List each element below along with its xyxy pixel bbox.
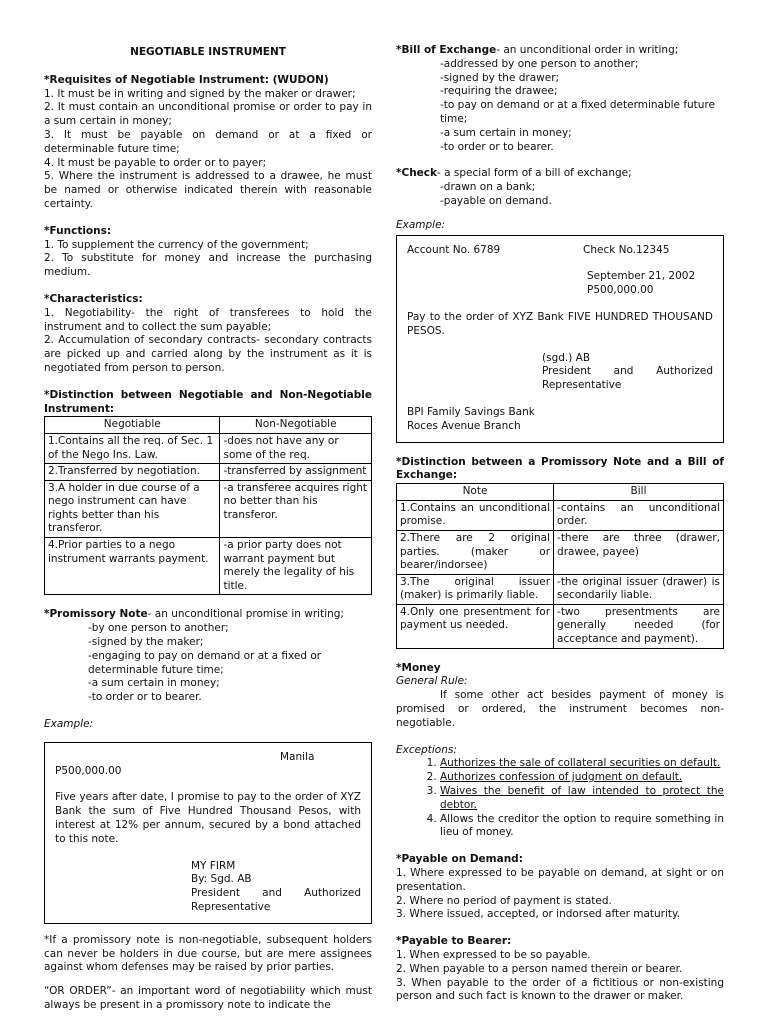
distinction-heading: *Distinction between Negotiable and Non-Negotiable Instrument: xyxy=(44,388,372,415)
non-negotiable-note: *If a promissory note is non-negotiable, subsequent holders can never be holders in due course, but are mere assignees against whom defenses may be raised by prior parties. xyxy=(44,933,372,974)
boe-item: -a sum certain in money; xyxy=(440,126,572,139)
table-cell: -a prior party does not warrant payment but merely the legality of his title. xyxy=(220,538,372,595)
table-cell: 2.Transferred by negotiation. xyxy=(45,464,220,481)
table-row xyxy=(397,530,724,574)
bill-of-exchange-def: - an unconditional order in writing; xyxy=(496,44,679,56)
table-row xyxy=(45,433,372,463)
table-cell: 1.Contains an unconditional promise. xyxy=(397,500,554,530)
money-heading: *Money xyxy=(396,661,441,674)
boe-item: -to order or to bearer. xyxy=(440,140,554,153)
payable-on-demand-heading: *Payable on Demand: xyxy=(396,853,523,866)
account-number: Account No. 6789 xyxy=(407,243,501,256)
table-row xyxy=(397,500,724,530)
exception-item: 4. Allows the creditor the option to require something in lieu of money. xyxy=(440,813,724,841)
signature-line: President and Authorized xyxy=(191,887,361,900)
check-heading: *Check xyxy=(396,167,438,180)
example-place: Manila xyxy=(280,750,315,763)
table-cell: -a transferee acquires right no better than his transferor. xyxy=(220,480,372,537)
pn-item: -signed by the maker; xyxy=(88,636,204,649)
bill-of-exchange-heading: *Bill of Exchange xyxy=(396,44,497,56)
table-header: Non-Negotiable xyxy=(220,417,372,434)
check-signature xyxy=(407,352,713,393)
exception-item: 1. Authorizes the sale of collateral securities on default. xyxy=(440,757,724,771)
note-bill-distinction-heading: *Distinction between a Promissory Note and a Bill of Exchange: xyxy=(396,455,724,482)
check-body: Pay to the order of XYZ Bank FIVE HUNDRED THOUSAND PESOS. xyxy=(407,310,713,337)
payable-to-bearer-heading: *Payable to Bearer: xyxy=(396,935,512,948)
example-signature xyxy=(55,860,361,915)
table-cell: -two presentments are generally needed (for acceptance and payment). xyxy=(554,604,724,648)
requisite-item: 2. It must contain an unconditional promise or order to pay in a sum certain in money; xyxy=(44,101,372,128)
functions-heading: *Functions: xyxy=(44,224,112,237)
table-row xyxy=(397,574,724,604)
bearer-item: 2. When payable to a person named therein or bearer. xyxy=(396,962,683,975)
example-body: Five years after date, I promise to pay to the order of XYZ Bank the sum of Five Hundred Thousand Pesos, with interest at 12% per annum, secured by a bond attached to this note. xyxy=(55,791,361,845)
example-amount: P500,000.00 xyxy=(55,764,122,777)
table-cell: 3.A holder in due course of a nego instrument can have rights better than his transferor. xyxy=(45,480,220,537)
exception-item: 2. Authorizes confession of judgment on default. xyxy=(440,771,724,785)
check-item: -drawn on a bank; xyxy=(440,181,536,194)
signature-line: By: Sgd. AB xyxy=(191,873,252,886)
or-order-note: “OR ORDER”- an important word of negotiability which must always be present in a promissory note to indicate the xyxy=(44,985,372,1011)
demand-item: 1. Where expressed to be payable on demand, at sight or on presentation. xyxy=(396,867,724,893)
table-header: Note xyxy=(397,484,554,501)
table-row xyxy=(45,464,372,481)
bank-branch: Roces Avenue Branch xyxy=(407,419,521,432)
table-row xyxy=(45,538,372,595)
signature-line: President and Authorized xyxy=(542,365,713,378)
check-item: -payable on demand. xyxy=(440,194,552,207)
table-row xyxy=(397,604,724,648)
demand-item: 3. Where issued, accepted, or indorsed after maturity. xyxy=(396,908,681,921)
table-cell: -the original issuer (drawer) is secondarily liable. xyxy=(554,574,724,604)
characteristics-heading: *Characteristics: xyxy=(44,292,143,305)
table-cell: -contains an unconditional order. xyxy=(554,500,724,530)
pn-item: -by one person to another; xyxy=(88,622,229,635)
requisite-item: 3. It must be payable on demand or at a fixed or determinable future time; xyxy=(44,128,372,155)
table-cell: -transferred by assignment xyxy=(220,464,372,481)
promissory-note-example-box xyxy=(44,742,372,924)
promissory-note-heading: *Promissory Note xyxy=(44,608,148,621)
example-label: Example: xyxy=(44,718,94,731)
function-item: 2. To substitute for money and increase the purchasing medium. xyxy=(44,252,372,279)
boe-item: -signed by the drawer; xyxy=(440,71,560,84)
pn-item: -to order or to bearer. xyxy=(88,691,202,704)
signature-line: MY FIRM xyxy=(191,859,236,872)
bearer-item: 1. When expressed to be so payable. xyxy=(396,949,591,961)
boe-item: -to pay on demand or at a fixed determinable future time; xyxy=(440,99,716,125)
signature-line: Representative xyxy=(191,901,271,913)
requisite-item: 4. It must be payable to order or to payer; xyxy=(44,156,267,169)
boe-item: -addressed by one person to another; xyxy=(440,57,639,70)
table-cell: -there are three (drawer, drawee, payee) xyxy=(554,530,724,574)
exception-item: 3. Waives the benefit of law intended to protect the debtor. xyxy=(440,785,724,813)
pn-item: -engaging to pay on demand or at a fixed or determinable future time; xyxy=(88,649,322,676)
check-date: September 21, 2002 xyxy=(587,270,696,283)
bill-of-exchange-definition xyxy=(396,44,724,58)
left-column xyxy=(44,0,372,1013)
negotiable-distinction-table xyxy=(44,416,372,595)
bank-name: BPI Family Savings Bank xyxy=(407,405,535,418)
general-rule-text: If some other act besides payment of money is promised or ordered, the instrument becomes non-negotiable. xyxy=(396,689,724,729)
right-column xyxy=(396,44,724,1004)
requisite-item: 1. It must be in writing and signed by the maker or drawer; xyxy=(44,87,356,100)
check-header-row xyxy=(407,244,713,258)
general-rule-label: General Rule: xyxy=(396,675,468,688)
check-items xyxy=(396,181,724,209)
characteristic-item: 1. Negotiability- the right of transferees to hold the instrument and to collect the sum payable; xyxy=(44,306,372,333)
pn-item: -a sum certain in money; xyxy=(88,677,220,690)
table-header: Bill xyxy=(554,484,724,501)
check-example-box xyxy=(396,235,724,443)
promissory-note-definition xyxy=(44,608,372,622)
requisites-heading: *Requisites of Negotiable Instrument: (WUDON) xyxy=(44,73,329,86)
requisites-list xyxy=(44,88,372,212)
bearer-item: 3. When payable to the order of a fictitious or non-existing person and such fact is known to the drawer or maker. xyxy=(396,976,724,1003)
check-def: - a special form of a bill of exchange; xyxy=(437,167,632,180)
characteristic-item: 2. Accumulation of secondary contracts- secondary contracts are picked up and carried along by the instrument as it is negotiated from person to person. xyxy=(44,334,372,374)
boe-item: -requiring the drawee; xyxy=(440,85,558,98)
promissory-note-items xyxy=(44,622,372,705)
demand-item: 2. Where no period of payment is stated. xyxy=(396,894,612,907)
bill-of-exchange-items xyxy=(396,58,724,155)
check-amount: P500,000.00 xyxy=(587,284,654,297)
table-cell: 4.Prior parties to a nego instrument warrants payment. xyxy=(45,538,220,595)
exceptions-list xyxy=(396,757,724,840)
table-cell: 2.There are 2 original parties. (maker or bearer/indorsee) xyxy=(397,530,554,574)
table-cell: 3.The original issuer (maker) is primarily liable. xyxy=(397,574,554,604)
check-definition xyxy=(396,167,724,181)
table-row xyxy=(45,480,372,537)
exceptions-label: Exceptions: xyxy=(396,743,457,756)
check-number: Check No.12345 xyxy=(583,243,670,256)
requisite-item: 5. Where the instrument is addressed to a drawee, he must be named or otherwise indicated therein with reasonable certainty. xyxy=(44,170,372,210)
page-title: NEGOTIABLE INSTRUMENT xyxy=(130,46,286,58)
table-header: Negotiable xyxy=(45,417,220,434)
table-cell: -does not have any or some of the req. xyxy=(220,433,372,463)
signature-line: Representative xyxy=(542,379,622,392)
function-item: 1. To supplement the currency of the government; xyxy=(44,238,309,251)
table-cell: 1.Contains all the req. of Sec. 1 of the Nego Ins. Law. xyxy=(45,433,220,463)
note-bill-distinction-table xyxy=(396,483,724,649)
table-cell: 4.Only one presentment for payment us needed. xyxy=(397,604,554,648)
promissory-note-def: - an unconditional promise in writing; xyxy=(147,608,344,621)
example-label: Example: xyxy=(396,218,446,231)
signature-line: (sgd.) AB xyxy=(542,351,591,364)
